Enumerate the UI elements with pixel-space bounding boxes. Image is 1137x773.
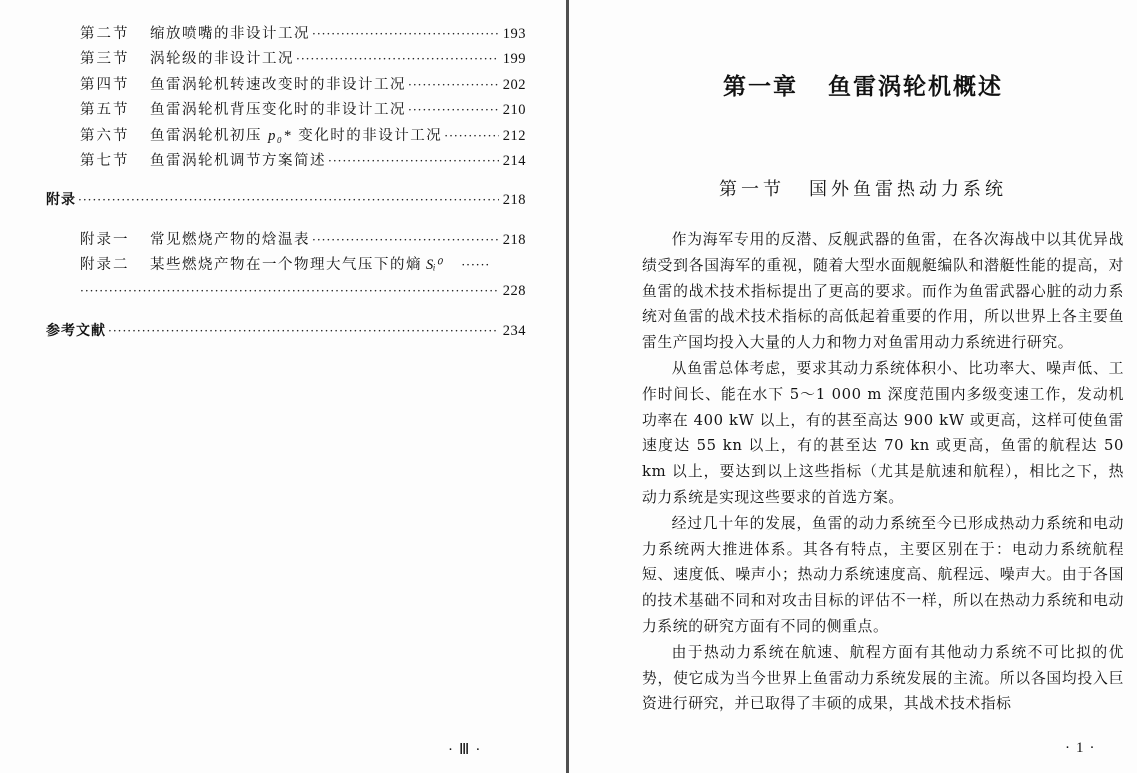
- toc-entry-title: [150, 125, 442, 147]
- math-symbol: p₀*: [268, 128, 293, 144]
- toc-entry-appendix[interactable]: [46, 189, 526, 211]
- dot-leader: [408, 99, 499, 121]
- paragraph: 由于热动力系统在航速、航程方面有其他动力系统不可比拟的优势，使它成为当今世界上鱼雷动力系统发展的主流。所以各国均投入巨资进行研究，并已取得了丰硕的成果，其战术技术指标: [642, 643, 1124, 713]
- toc-entry-label: 第七节: [80, 153, 130, 169]
- page-number-left: ·Ⅲ·: [448, 742, 487, 758]
- toc-entry-page: 214: [502, 153, 526, 169]
- section-heading: [569, 175, 1137, 201]
- left-page-toc: [0, 0, 567, 773]
- toc-entry-title: 鱼雷涡轮机转速改变时的非设计工况: [150, 77, 406, 93]
- toc-entry-page: 218: [502, 232, 526, 248]
- toc-entry-page: 210: [502, 102, 526, 118]
- toc-entry-page: 228: [502, 283, 526, 299]
- toc-entry-title-pre: 鱼雷涡轮机初压: [150, 128, 262, 144]
- toc-entry[interactable]: [80, 99, 526, 121]
- toc-entry-label: 第三节: [80, 51, 130, 67]
- dot-leader: [78, 189, 499, 211]
- toc-entry-page: 218: [502, 192, 526, 208]
- toc-entry-label: 第五节: [80, 102, 130, 118]
- math-symbol: Sᵢ⁰: [426, 257, 442, 273]
- toc-entry-label: 第六节: [80, 128, 130, 144]
- toc-entry-page: 234: [502, 323, 526, 339]
- dot-leader: ······: [461, 258, 491, 272]
- toc-entry-title-post: 变化时的非设计工况: [298, 128, 443, 144]
- toc-entry-title: 附录: [46, 192, 76, 208]
- dot-leader: [312, 229, 499, 251]
- section-number: 第一节: [719, 179, 785, 200]
- chapter-number: 第一章: [723, 74, 798, 100]
- page-number-right: ·1·: [1065, 740, 1101, 756]
- toc-entry-label: 附录二: [80, 257, 130, 273]
- body-text: [642, 227, 1124, 717]
- dot-leader: [108, 320, 499, 342]
- toc-entry-page: 193: [502, 26, 526, 42]
- paragraph: 经过几十年的发展，鱼雷的动力系统至今已形成热动力系统和电动力系统两大推进体系。其各有特点，主要区别在于：电动力系统航程短、速度低、噪声小；热动力系统速度高、航程远、噪声大。由于各国的技术基础不同和对攻击目标的评估不一样，所以在热动力系统和电动力系统的研究方面有不同的侧重点。: [642, 514, 1124, 635]
- chapter-heading: [569, 68, 1137, 101]
- toc-entry-references[interactable]: [46, 320, 526, 342]
- toc-entry-title: 参考文献: [46, 323, 106, 339]
- dot-leader: [312, 23, 499, 45]
- toc-entry-title: 涡轮级的非设计工况: [150, 51, 294, 67]
- toc-entry[interactable]: [80, 150, 526, 172]
- toc-entry[interactable]: [80, 74, 526, 96]
- section-title: 国外鱼雷热动力系统: [809, 179, 1007, 200]
- paragraph: 作为海军专用的反潜、反舰武器的鱼雷，在各次海战中以其优异战绩受到各国海军的重视，随着大型水面舰艇编队和潜艇性能的提高，对鱼雷的战术技术指标提出了更高的要求。而作为鱼雷武器心脏的动力系统对鱼雷的战术技术指标的高低起着重要的作用，所以世界上各主要鱼雷生产国均投入大量的人力和物力对鱼雷用动力系统进行研究。: [642, 231, 1124, 352]
- toc-entry-continuation[interactable]: [80, 280, 526, 302]
- toc-entry[interactable]: [80, 254, 526, 276]
- toc-entry-label: 第二节: [80, 26, 130, 42]
- toc-entry-page: 212: [502, 128, 526, 144]
- dot-leader: [444, 125, 498, 147]
- toc-entry-title: 缩放喷嘴的非设计工况: [150, 26, 310, 42]
- dot-leader: [296, 48, 499, 70]
- toc-entry-page: 202: [502, 77, 526, 93]
- chapter-title: 鱼雷涡轮机概述: [828, 74, 1003, 100]
- dot-leader: [408, 74, 499, 96]
- toc-entry[interactable]: [80, 125, 526, 147]
- paragraph: 从鱼雷总体考虑，要求其动力系统体积小、比功率大、噪声低、工作时间长、能在水下 5～1 000 m 深度范围内多级变速工作，发动机功率在 400 kW 以上，有的甚至高达 900 kW 或更高，这样可使鱼雷速度达 55 kn 以上，有的甚至达 70 kn 或更高，鱼雷的航程达 50 km 以上，要达到以上这些指标（尤其是航速和航程），相比之下，热动力系统是实现这些要求的首选方案。: [642, 359, 1124, 506]
- toc-entry-label: 附录一: [80, 232, 130, 248]
- toc-entry-title: 某些燃烧产物在一个物理大气压下的熵: [150, 257, 422, 273]
- toc-entry[interactable]: [80, 23, 526, 45]
- toc-entry[interactable]: [80, 48, 526, 70]
- toc-entry-page: 199: [502, 51, 526, 67]
- toc-entry-title: 鱼雷涡轮机调节方案简述: [150, 153, 326, 169]
- toc-entry-title: 鱼雷涡轮机背压变化时的非设计工况: [150, 102, 406, 118]
- toc-entry-title: 常见燃烧产物的焓温表: [150, 232, 310, 248]
- toc-entry[interactable]: [80, 229, 526, 251]
- toc-entry-label: 第四节: [80, 77, 130, 93]
- dot-leader: [328, 150, 499, 172]
- right-page-chapter: [569, 0, 1137, 773]
- dot-leader: [80, 280, 499, 302]
